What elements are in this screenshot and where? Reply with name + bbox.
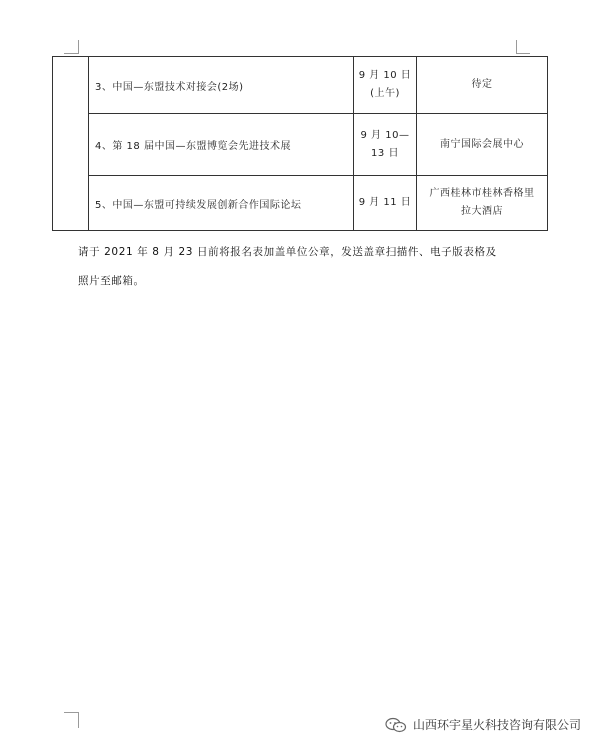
table-row xyxy=(53,114,548,176)
date-cell xyxy=(354,176,417,231)
crop-mark-bottom-left xyxy=(78,712,79,728)
date-line: 9 月 10— xyxy=(360,129,410,141)
schedule-table xyxy=(52,56,548,231)
item-text: 4、第 18 届中国—东盟博览会先进技术展 xyxy=(95,141,291,152)
note-line: 请于 2021 年 8 月 23 日前将报名表加盖单位公章，发送盖章扫描件、电子版表格及 xyxy=(78,246,497,258)
venue-cell xyxy=(417,57,548,114)
note-line: 照片至邮箱。 xyxy=(78,275,145,287)
venue-cell xyxy=(417,176,548,231)
venue-line: 待定 xyxy=(471,79,493,90)
date-cell xyxy=(354,57,417,114)
crop-mark-top-left-h xyxy=(64,53,78,54)
date-line: (上午) xyxy=(370,88,400,99)
wechat-watermark xyxy=(385,716,581,733)
wechat-icon xyxy=(385,717,407,733)
submission-note xyxy=(78,238,538,296)
item-cell xyxy=(89,57,354,114)
venue-cell xyxy=(417,114,548,176)
item-text: 5、中国—东盟可持续发展创新合作国际论坛 xyxy=(95,199,302,211)
date-line: 9 月 11 日 xyxy=(358,197,412,208)
crop-mark-bottom-left-h xyxy=(64,712,78,713)
table-row xyxy=(53,57,548,114)
venue-line: 南宁国际会展中心 xyxy=(440,138,524,150)
venue-line: 广西桂林市桂林香格里 xyxy=(429,188,535,199)
category-cell xyxy=(53,57,89,231)
watermark-text: 山西环宇星火科技咨询有限公司 xyxy=(412,718,581,732)
item-text: 3、中国—东盟技术对接会(2场) xyxy=(95,81,244,93)
item-cell xyxy=(89,176,354,231)
crop-mark-top-right-h xyxy=(516,53,530,54)
crop-mark-top-left xyxy=(78,40,79,54)
table-row xyxy=(53,176,548,231)
crop-mark-top-right xyxy=(516,40,517,54)
date-line: 9 月 10 日 xyxy=(358,70,412,81)
date-line: 13 日 xyxy=(371,147,399,159)
date-cell xyxy=(354,114,417,176)
venue-line: 拉大酒店 xyxy=(461,206,503,217)
item-cell xyxy=(89,114,354,176)
